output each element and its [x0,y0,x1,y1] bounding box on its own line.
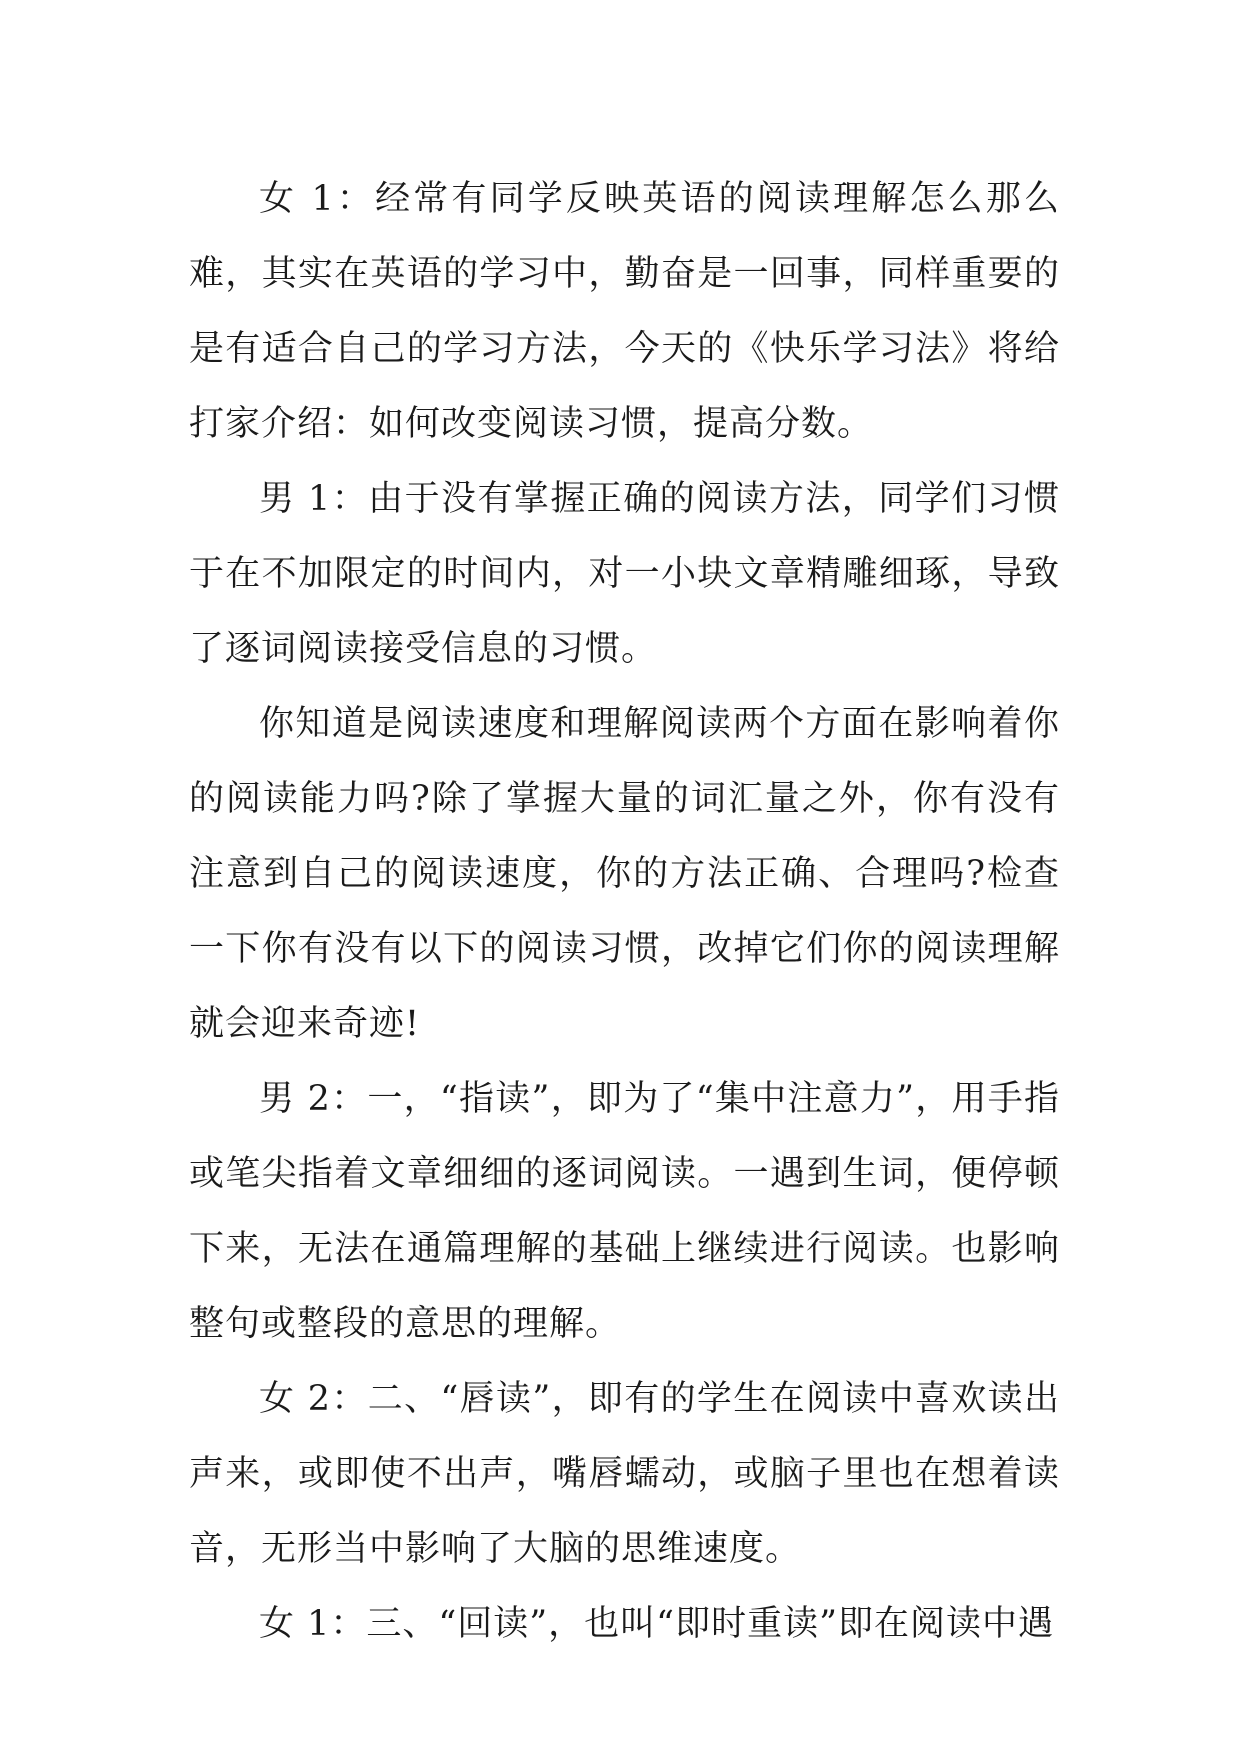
paragraph-female-1-intro: 女 1：经常有同学反映英语的阅读理解怎么那么难，其实在英语的学习中，勤奋是一回事，同样重要的是有适合自己的学习方法，今天的《快乐学习法》将给打家介绍：如何改变阅读习惯，提高分数。 [189,179,1060,444]
paragraph-male-1: 男 1：由于没有掌握正确的阅读方法，同学们习惯于在不加限定的时间内，对一小块文章精雕细琢，导致了逐词阅读接受信息的习惯。 [189,479,1060,669]
paragraph-female-1-re-reading: 女 1：三、“回读”，也叫“即时重读”即在阅读中遇 [259,1604,1054,1644]
document-body [189,162,1060,1662]
paragraph-female-2-lip-reading: 女 2：二、“唇读”，即有的学生在阅读中喜欢读出声来，或即使不出声，嘴唇蠕动，或脑子里也在想着读音，无形当中影响了大脑的思维速度。 [189,1379,1060,1569]
paragraph-reading-speed: 你知道是阅读速度和理解阅读两个方面在影响着你的阅读能力吗?除了掌握大量的词汇量之外，你有没有注意到自己的阅读速度，你的方法正确、合理吗?检查一下你有没有以下的阅读习惯，改掉它们你的阅读理解就会迎来奇迹! [189,704,1060,1044]
paragraph-male-2-finger-reading: 男 2：一，“指读”，即为了“集中注意力”，用手指或笔尖指着文章细细的逐词阅读。一遇到生词，便停顿下来，无法在通篇理解的基础上继续进行阅读。也影响整句或整段的意思的理解。 [189,1079,1060,1344]
